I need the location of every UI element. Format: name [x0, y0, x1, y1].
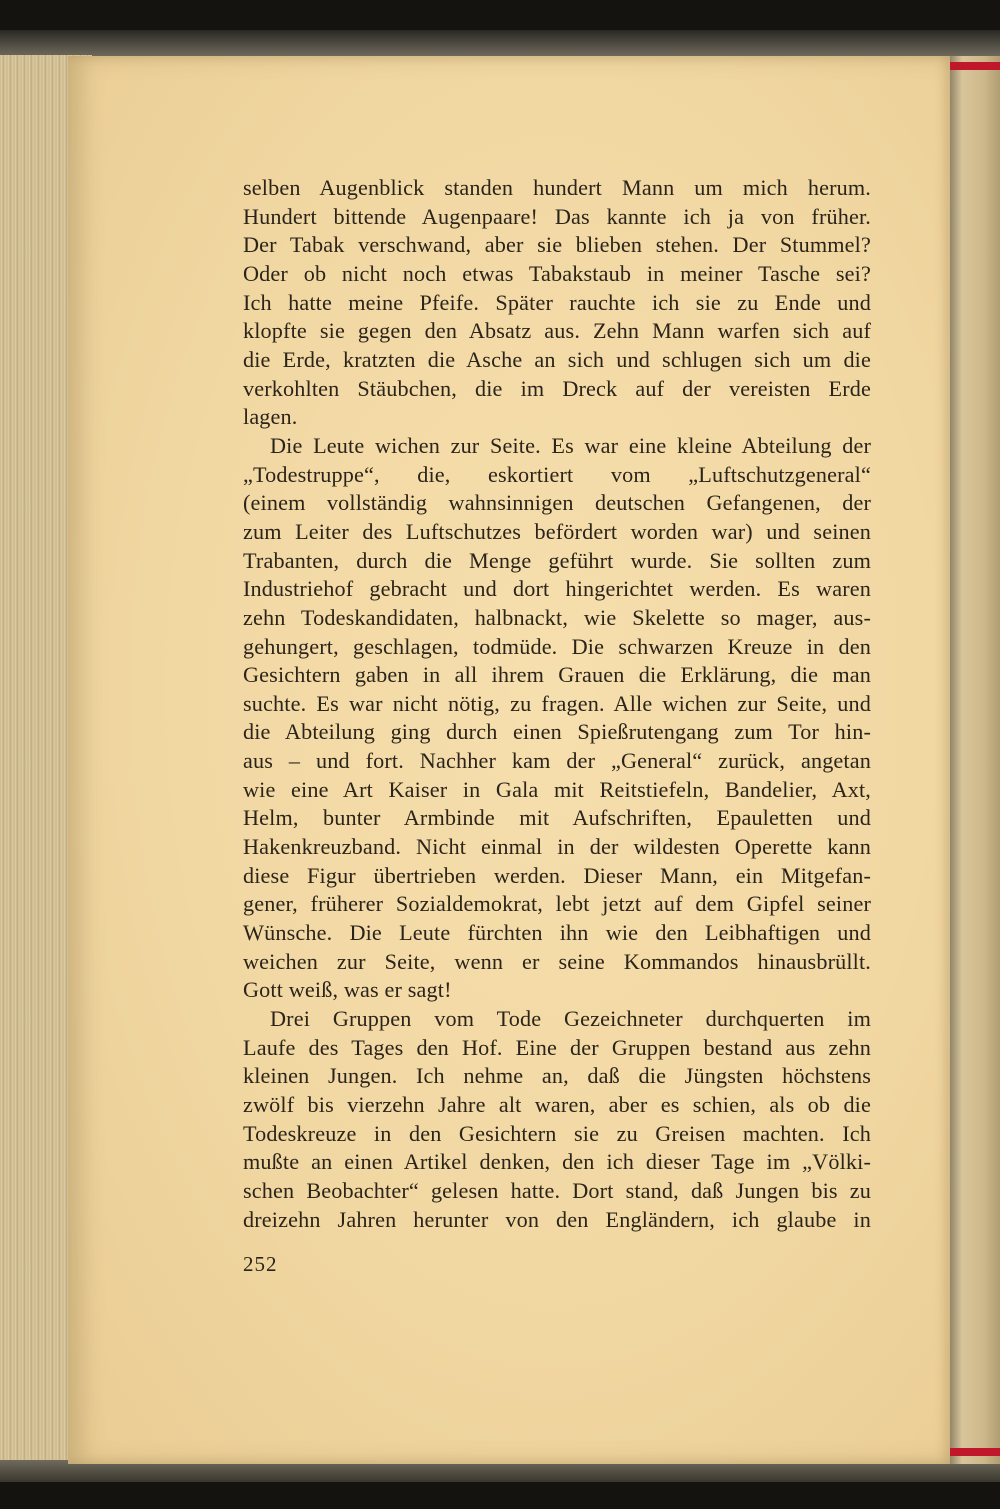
text-line: kleinen Jungen. Ich nehme an, daß die Jüngsten höchstens: [243, 1063, 871, 1089]
text-line: Oder ob nicht noch etwas Tabakstaub in meiner Tasche sei?: [243, 260, 871, 286]
text-line: klopfte sie gegen den Absatz aus. Zehn Mann warfen sich auf: [243, 318, 871, 344]
text-line: gener, früherer Sozialdemokrat, lebt jetzt auf dem Gipfel seiner: [243, 891, 871, 917]
text-line: aus – und fort. Nachher kam der „General“ zurück, angetan: [243, 748, 871, 774]
text-line: gehungert, geschlagen, todmüde. Die schwarzen Kreuze in den: [243, 633, 871, 659]
text-line: diese Figur übertrieben werden. Dieser Mann, ein Mitgefan-: [243, 862, 871, 888]
text-line: Wünsche. Die Leute fürchten ihn wie den Leibhaftigen und: [243, 920, 871, 946]
text-line: die Abteilung ging durch einen Spießrutengang zum Tor hin-: [243, 719, 871, 745]
text-line: zehn Todeskandidaten, halbnackt, wie Skelette so mager, aus-: [243, 604, 871, 630]
text-line: Hakenkreuzband. Nicht einmal in der wildesten Operette kann: [243, 834, 871, 860]
text-line: mußte an einen Artikel denken, den ich dieser Tage im „Völki-: [243, 1149, 871, 1175]
text-line: „Todestruppe“, die, eskortiert vom „Luftschutzgeneral“: [243, 461, 871, 487]
text-line: zum Leiter des Luftschutzes befördert worden war) und seinen: [243, 518, 871, 544]
text-line: suchte. Es war nicht nötig, zu fragen. Alle wichen zur Seite, und: [243, 690, 871, 716]
text-line: Todeskreuze in den Gesichtern sie zu Greisen machten. Ich: [243, 1120, 871, 1146]
text-line: Industriehof gebracht und dort hingerichtet werden. Es waren: [243, 576, 871, 602]
text-line: verkohlten Stäubchen, die im Dreck auf der vereisten Erde: [243, 375, 871, 401]
paragraph: [243, 174, 871, 432]
text-line: Drei Gruppen vom Tode Gezeichneter durchquerten im: [270, 1006, 871, 1032]
text-line: Der Tabak verschwand, aber sie blieben stehen. Der Stummel?: [243, 232, 871, 258]
text-line: weichen zur Seite, wenn er seine Kommandos hinausbrüllt.: [243, 948, 871, 974]
text-line: wie eine Art Kaiser in Gala mit Reitstiefeln, Bandelier, Axt,: [243, 776, 871, 802]
text-line: lagen.: [243, 404, 298, 430]
text-line: Helm, bunter Armbinde mit Aufschriften, Epauletten und: [243, 805, 871, 831]
text-line: Die Leute wichen zur Seite. Es war eine kleine Abteilung der: [270, 432, 871, 458]
text-line: Laufe des Tages den Hof. Eine der Gruppen bestand aus zehn: [243, 1034, 871, 1060]
text-line: (einem vollständig wahnsinnigen deutschen Gefangenen, der: [243, 490, 871, 516]
text-line: die Erde, kratzten die Asche an sich und schlugen sich um die: [243, 346, 871, 372]
paragraph: [243, 432, 871, 1005]
text-line: Gesichtern gaben in all ihrem Grauen die Erklärung, die man: [243, 662, 871, 688]
page-number: 252: [243, 1252, 278, 1276]
text-line: schen Beobachter“ gelesen hatte. Dort stand, daß Jungen bis zu: [243, 1177, 871, 1203]
text-line: dreizehn Jahren herunter von den Engländern, ich glaube in: [243, 1206, 871, 1232]
body-text: [243, 174, 871, 1234]
text-line: selben Augenblick standen hundert Mann um mich herum.: [243, 175, 871, 200]
text-line: Ich hatte meine Pfeife. Später rauchte ich sie zu Ende und: [243, 289, 871, 315]
text-line: zwölf bis vierzehn Jahre alt waren, aber es schien, als ob die: [243, 1092, 871, 1117]
page-edges-right: [946, 56, 1000, 1464]
text-line: Trabanten, durch die Menge geführt wurde. Sie sollten zum: [243, 547, 871, 573]
paragraph: [243, 1005, 871, 1234]
text-line: Hundert bittende Augenpaare! Das kannte ich ja von früher.: [243, 203, 871, 229]
text-line: Gott weiß, was er sagt!: [243, 977, 452, 1003]
